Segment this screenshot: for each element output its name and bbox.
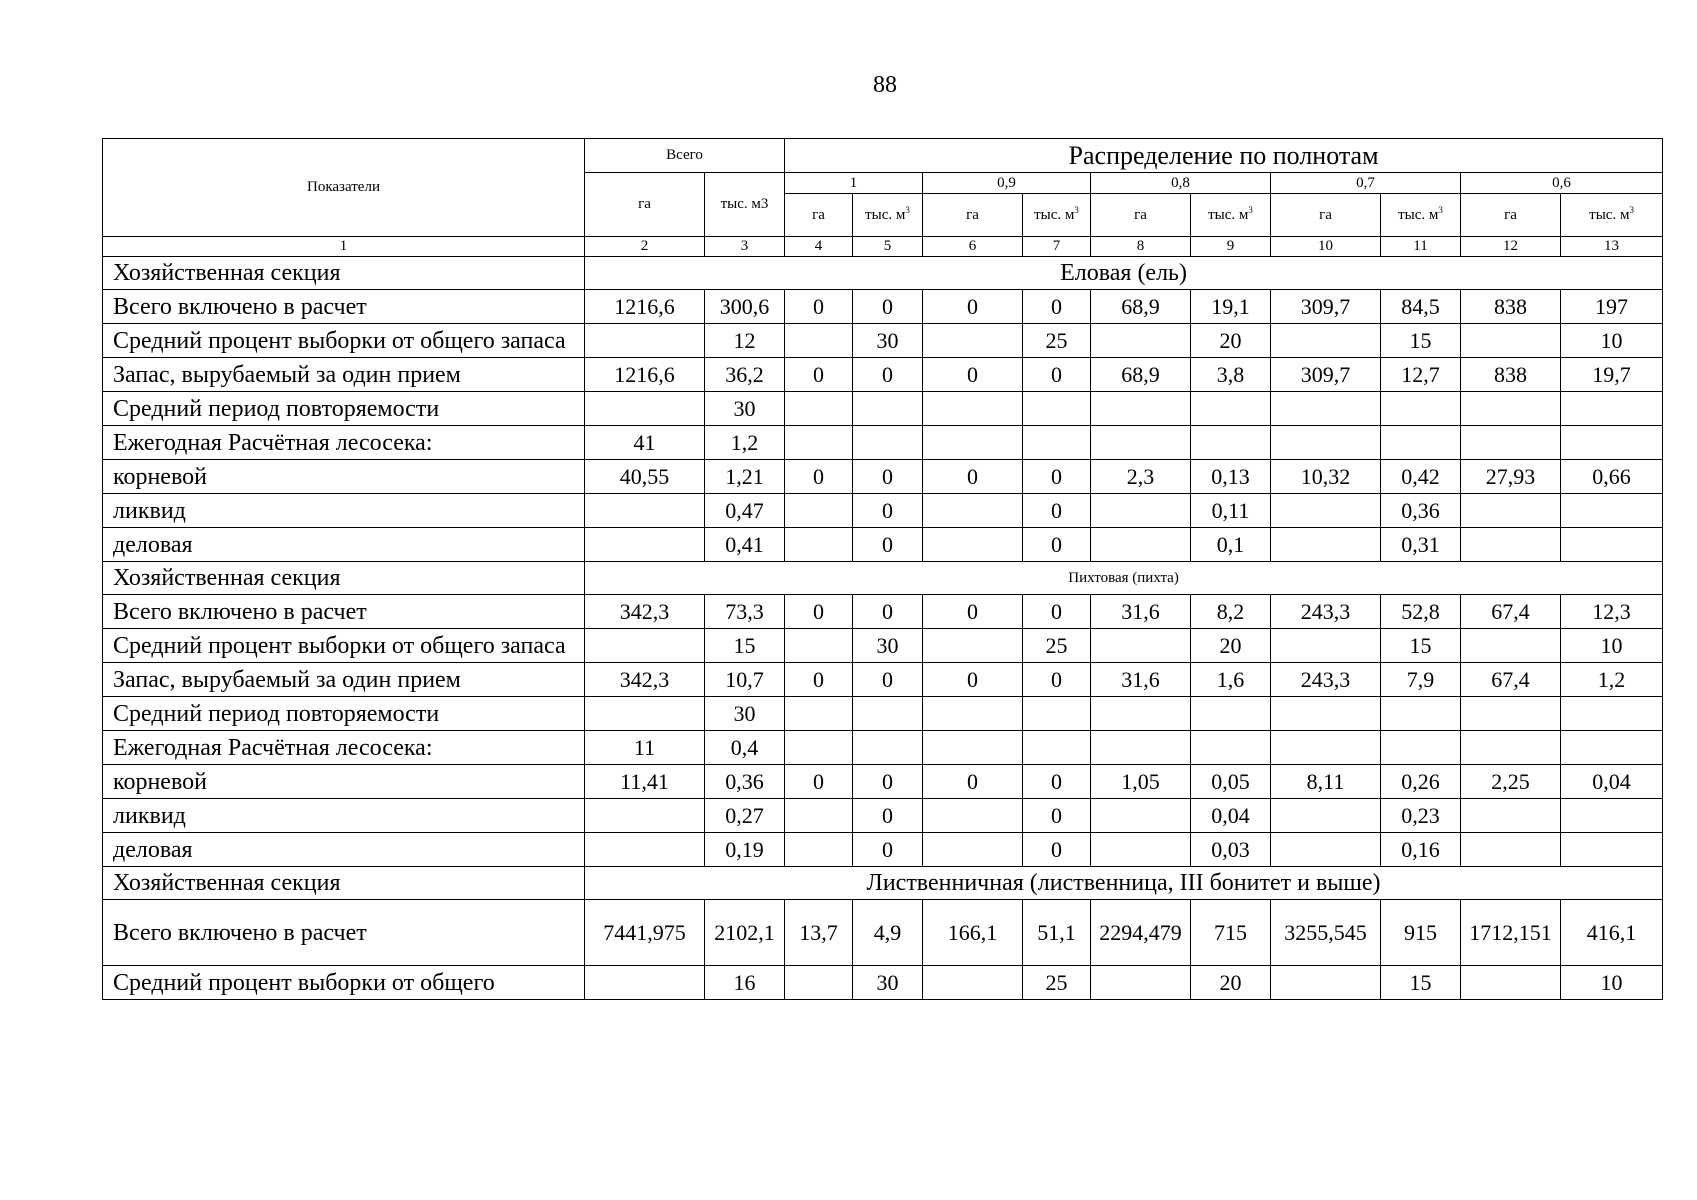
table-cell: 309,7 [1271, 358, 1381, 392]
table-row [103, 324, 1663, 358]
table-cell [1381, 426, 1461, 460]
table-cell: 0,04 [1191, 799, 1271, 833]
table-cell [785, 392, 853, 426]
table-cell: 36,2 [705, 358, 785, 392]
table-cell: 0 [853, 528, 923, 562]
table-row [103, 494, 1663, 528]
table-row [103, 663, 1663, 697]
table-cell: 31,6 [1091, 663, 1191, 697]
table-cell: 0,05 [1191, 765, 1271, 799]
column-number: 12 [1461, 237, 1561, 257]
table-cell [1461, 324, 1561, 358]
section-row [103, 562, 1663, 595]
column-number: 2 [585, 237, 705, 257]
table-cell: 0,27 [705, 799, 785, 833]
row-label: корневой [103, 460, 585, 494]
table-cell [585, 494, 705, 528]
table-cell [585, 799, 705, 833]
table-cell [1023, 392, 1091, 426]
table-cell: 0 [785, 765, 853, 799]
table-cell: 12,3 [1561, 595, 1663, 629]
table-row [103, 731, 1663, 765]
table-cell [785, 731, 853, 765]
table-cell [1381, 731, 1461, 765]
table-row [103, 900, 1663, 966]
table-cell: 0,19 [705, 833, 785, 867]
header-indicators: Показатели [103, 139, 585, 237]
table-cell: 10 [1561, 966, 1663, 1000]
table-cell: 10,32 [1271, 460, 1381, 494]
table-cell: 1216,6 [585, 358, 705, 392]
section-name: Пихтовая (пихта) [585, 562, 1663, 595]
table-cell: 0 [1023, 799, 1091, 833]
table-cell [785, 966, 853, 1000]
row-label: Ежегодная Расчётная лесосека: [103, 731, 585, 765]
row-label: ликвид [103, 799, 585, 833]
table-cell [923, 629, 1023, 663]
row-label: деловая [103, 528, 585, 562]
table-cell [785, 697, 853, 731]
table-cell: 1,21 [705, 460, 785, 494]
table-cell: 416,1 [1561, 900, 1663, 966]
table-row [103, 697, 1663, 731]
table-cell [785, 833, 853, 867]
table-cell: 243,3 [1271, 663, 1381, 697]
table-cell: 15 [1381, 324, 1461, 358]
table-cell: 3255,545 [1271, 900, 1381, 966]
table-cell: 838 [1461, 358, 1561, 392]
table-cell [923, 799, 1023, 833]
table-row [103, 833, 1663, 867]
table-cell [585, 324, 705, 358]
section-label: Хозяйственная секция [103, 257, 585, 290]
table-row [103, 595, 1663, 629]
table-cell [585, 966, 705, 1000]
table-cell [923, 324, 1023, 358]
table-cell: 197 [1561, 290, 1663, 324]
table-cell [1191, 697, 1271, 731]
table-cell [1561, 426, 1663, 460]
table-cell: 30 [705, 392, 785, 426]
table-cell: 19,1 [1191, 290, 1271, 324]
table-cell [923, 697, 1023, 731]
table-cell: 2102,1 [705, 900, 785, 966]
row-label: Средний период повторяемости [103, 392, 585, 426]
table-cell [923, 392, 1023, 426]
section-name: Еловая (ель) [585, 257, 1663, 290]
table-cell [853, 426, 923, 460]
table-cell [923, 731, 1023, 765]
table-cell: 11 [585, 731, 705, 765]
table-cell: 0 [923, 595, 1023, 629]
column-number: 4 [785, 237, 853, 257]
table-cell [1271, 833, 1381, 867]
table-cell: 19,7 [1561, 358, 1663, 392]
table-cell [785, 324, 853, 358]
table-cell: 0,23 [1381, 799, 1461, 833]
table-cell [785, 528, 853, 562]
table-cell [1561, 392, 1663, 426]
table-cell [1381, 392, 1461, 426]
table-cell [585, 528, 705, 562]
table-cell: 0 [1023, 460, 1091, 494]
table-cell [853, 697, 923, 731]
table-cell [853, 731, 923, 765]
table-cell: 7441,975 [585, 900, 705, 966]
table-cell: 15 [705, 629, 785, 663]
table-cell [1561, 731, 1663, 765]
table-cell: 0,36 [705, 765, 785, 799]
table-cell [923, 833, 1023, 867]
header-total: Всего [585, 139, 785, 173]
table-row [103, 460, 1663, 494]
allowable-cut-table-wrapper [102, 138, 1663, 1000]
row-label: Запас, вырубаемый за один прием [103, 663, 585, 697]
table-cell [785, 799, 853, 833]
column-number: 7 [1023, 237, 1091, 257]
table-cell [1271, 731, 1381, 765]
table-cell: 15 [1381, 966, 1461, 1000]
table-cell [1191, 426, 1271, 460]
table-cell: 0,4 [705, 731, 785, 765]
table-cell: 0,11 [1191, 494, 1271, 528]
table-cell: 0 [853, 799, 923, 833]
table-cell [585, 629, 705, 663]
table-cell: 30 [853, 966, 923, 1000]
table-cell [1561, 833, 1663, 867]
table-cell: 30 [853, 629, 923, 663]
table-cell: 0,13 [1191, 460, 1271, 494]
table-cell [1091, 426, 1191, 460]
column-number: 13 [1561, 237, 1663, 257]
table-cell [785, 494, 853, 528]
table-cell: 0 [853, 494, 923, 528]
table-cell: 0 [785, 290, 853, 324]
table-cell: 915 [1381, 900, 1461, 966]
column-number: 3 [705, 237, 785, 257]
table-row [103, 966, 1663, 1000]
table-row [103, 765, 1663, 799]
header-d07-unit: тыс. $м^3$ [1381, 194, 1461, 237]
table-cell: 309,7 [1271, 290, 1381, 324]
row-label: деловая [103, 833, 585, 867]
column-number: 5 [853, 237, 923, 257]
table-cell: 1,2 [1561, 663, 1663, 697]
table-cell: 0 [785, 358, 853, 392]
table-cell [1271, 324, 1381, 358]
header-d09-unit: тыс. $м^3$ [1023, 194, 1091, 237]
table-cell: 20 [1191, 324, 1271, 358]
table-cell: 68,9 [1091, 358, 1191, 392]
row-label: корневой [103, 765, 585, 799]
table-cell: 25 [1023, 324, 1091, 358]
table-cell: 1,05 [1091, 765, 1191, 799]
table-cell: 0 [853, 765, 923, 799]
header-distribution: Распределение по полнотам [785, 139, 1663, 173]
table-cell: 243,3 [1271, 595, 1381, 629]
row-label: ликвид [103, 494, 585, 528]
table-cell: 41 [585, 426, 705, 460]
table-cell: 20 [1191, 966, 1271, 1000]
table-cell: 0,47 [705, 494, 785, 528]
table-cell: 15 [1381, 629, 1461, 663]
table-cell [1091, 731, 1191, 765]
table-cell: 40,55 [585, 460, 705, 494]
table-cell [1023, 697, 1091, 731]
table-cell: 2294,479 [1091, 900, 1191, 966]
table-cell [1461, 731, 1561, 765]
column-number: 9 [1191, 237, 1271, 257]
row-label: Средний процент выборки от общего запаса [103, 324, 585, 358]
table-cell: 0,42 [1381, 460, 1461, 494]
table-cell: 12,7 [1381, 358, 1461, 392]
table-cell [1271, 799, 1381, 833]
table-cell: 10 [1561, 324, 1663, 358]
row-label: Средний процент выборки от общего запаса [103, 629, 585, 663]
table-cell [1271, 392, 1381, 426]
table-cell: 838 [1461, 290, 1561, 324]
table-cell [1561, 494, 1663, 528]
header-d1-ha: га [785, 194, 853, 237]
table-cell: 73,3 [705, 595, 785, 629]
table-cell [1271, 494, 1381, 528]
table-cell [1191, 392, 1271, 426]
header-d07-ha: га [1271, 194, 1381, 237]
table-row [103, 290, 1663, 324]
table-cell: 10 [1561, 629, 1663, 663]
table-cell: 10,7 [705, 663, 785, 697]
table-cell [1381, 697, 1461, 731]
table-cell: 0 [853, 663, 923, 697]
table-cell [1461, 697, 1561, 731]
section-row [103, 257, 1663, 290]
section-label: Хозяйственная секция [103, 867, 585, 900]
table-cell [1091, 697, 1191, 731]
header-density-0-8: 0,8 [1091, 173, 1271, 194]
table-cell [1191, 731, 1271, 765]
table-cell: 0,04 [1561, 765, 1663, 799]
table-cell: 51,1 [1023, 900, 1091, 966]
header-density-1: 1 [785, 173, 923, 194]
table-cell [1271, 966, 1381, 1000]
table-cell [1091, 392, 1191, 426]
table-cell [853, 392, 923, 426]
table-cell: 0 [785, 663, 853, 697]
table-cell: 0 [853, 460, 923, 494]
table-cell: 0 [1023, 765, 1091, 799]
table-cell: 52,8 [1381, 595, 1461, 629]
table-cell: 1712,151 [1461, 900, 1561, 966]
table-cell: 0 [1023, 663, 1091, 697]
table-cell [1461, 528, 1561, 562]
table-cell: 0 [1023, 833, 1091, 867]
table-cell: 0 [853, 595, 923, 629]
table-cell: 0 [923, 290, 1023, 324]
table-cell [1091, 528, 1191, 562]
table-cell: 0 [923, 358, 1023, 392]
row-label: Всего включено в расчет [103, 290, 585, 324]
table-cell: 1216,6 [585, 290, 705, 324]
table-cell: 0,36 [1381, 494, 1461, 528]
table-cell [1023, 731, 1091, 765]
section-label: Хозяйственная секция [103, 562, 585, 595]
table-cell [1091, 966, 1191, 1000]
allowable-cut-table [102, 138, 1663, 1000]
table-cell: 0 [923, 460, 1023, 494]
table-cell: 0 [1023, 290, 1091, 324]
table-cell: 0,16 [1381, 833, 1461, 867]
page-number: 88 [873, 72, 897, 98]
table-cell: 30 [705, 697, 785, 731]
table-cell: 1,6 [1191, 663, 1271, 697]
column-number: 8 [1091, 237, 1191, 257]
table-row [103, 528, 1663, 562]
row-label: Средний период повторяемости [103, 697, 585, 731]
table-cell: 0 [1023, 358, 1091, 392]
table-cell [923, 426, 1023, 460]
row-label: Всего включено в расчет [103, 900, 585, 966]
table-cell [1271, 426, 1381, 460]
table-cell [785, 426, 853, 460]
table-cell: 0 [853, 358, 923, 392]
header-d08-ha: га [1091, 194, 1191, 237]
table-cell: 30 [853, 324, 923, 358]
table-cell: 0 [853, 290, 923, 324]
header-d08-unit: тыс. $м^3$ [1191, 194, 1271, 237]
row-label: Ежегодная Расчётная лесосека: [103, 426, 585, 460]
table-cell [1091, 629, 1191, 663]
row-label: Всего включено в расчет [103, 595, 585, 629]
table-cell: 0 [1023, 595, 1091, 629]
table-row [103, 358, 1663, 392]
table-cell: 3,8 [1191, 358, 1271, 392]
table-cell: 166,1 [923, 900, 1023, 966]
table-cell: 67,4 [1461, 663, 1561, 697]
table-cell [923, 528, 1023, 562]
table-cell: 0 [785, 595, 853, 629]
row-label: Средний процент выборки от общего [103, 966, 585, 1000]
row-label: Запас, вырубаемый за один прием [103, 358, 585, 392]
table-cell [1461, 799, 1561, 833]
table-cell [1561, 528, 1663, 562]
table-cell [1091, 833, 1191, 867]
table-cell: 0,03 [1191, 833, 1271, 867]
table-cell [923, 494, 1023, 528]
table-cell [1023, 426, 1091, 460]
table-cell: 0 [1023, 494, 1091, 528]
header-d06-ha: га [1461, 194, 1561, 237]
table-cell [1091, 324, 1191, 358]
section-row [103, 867, 1663, 900]
table-cell: 8,2 [1191, 595, 1271, 629]
table-cell: 1,2 [705, 426, 785, 460]
table-cell: 0 [923, 765, 1023, 799]
table-cell: 342,3 [585, 663, 705, 697]
table-cell: 27,93 [1461, 460, 1561, 494]
table-cell [1271, 528, 1381, 562]
header-total-ha: га [585, 173, 705, 237]
table-cell [1461, 392, 1561, 426]
header-d06-unit: тыс. $м^3$ [1561, 194, 1663, 237]
table-cell [1561, 799, 1663, 833]
table-cell: 11,41 [585, 765, 705, 799]
table-cell [1461, 629, 1561, 663]
column-number: 1 [103, 237, 585, 257]
table-cell [1561, 697, 1663, 731]
header-d1-unit: тыс. $м^3$ [853, 194, 923, 237]
table-cell: 16 [705, 966, 785, 1000]
header-density-0-7: 0,7 [1271, 173, 1461, 194]
table-cell [1271, 697, 1381, 731]
table-cell [1461, 426, 1561, 460]
table-cell [785, 629, 853, 663]
table-cell: 67,4 [1461, 595, 1561, 629]
table-cell: 0,41 [705, 528, 785, 562]
table-cell [585, 392, 705, 426]
table-cell [1271, 629, 1381, 663]
table-cell: 0,66 [1561, 460, 1663, 494]
table-cell: 715 [1191, 900, 1271, 966]
table-cell: 25 [1023, 629, 1091, 663]
table-cell: 8,11 [1271, 765, 1381, 799]
table-cell: 342,3 [585, 595, 705, 629]
table-row [103, 392, 1663, 426]
table-cell: 25 [1023, 966, 1091, 1000]
table-cell [923, 966, 1023, 1000]
table-cell: 0 [853, 833, 923, 867]
header-density-0-9: 0,9 [923, 173, 1091, 194]
table-cell: 4,9 [853, 900, 923, 966]
table-cell [1091, 494, 1191, 528]
table-row [103, 629, 1663, 663]
table-cell: 84,5 [1381, 290, 1461, 324]
header-total-unit: тыс. м3 [705, 173, 785, 237]
table-cell [1461, 966, 1561, 1000]
table-cell: 0 [1023, 528, 1091, 562]
table-cell: 0,31 [1381, 528, 1461, 562]
table-cell: 0,26 [1381, 765, 1461, 799]
table-cell: 68,9 [1091, 290, 1191, 324]
table-row [103, 426, 1663, 460]
column-number: 10 [1271, 237, 1381, 257]
table-cell: 20 [1191, 629, 1271, 663]
table-cell: 31,6 [1091, 595, 1191, 629]
table-cell: 0,1 [1191, 528, 1271, 562]
table-cell [1461, 833, 1561, 867]
column-number: 6 [923, 237, 1023, 257]
table-row [103, 799, 1663, 833]
header-density-0-6: 0,6 [1461, 173, 1663, 194]
header-d09-ha: га [923, 194, 1023, 237]
table-cell [585, 833, 705, 867]
table-cell: 13,7 [785, 900, 853, 966]
table-cell [1091, 799, 1191, 833]
table-cell [1461, 494, 1561, 528]
table-cell [585, 697, 705, 731]
table-cell: 12 [705, 324, 785, 358]
section-name: Лиственничная (лиственница, III бонитет и выше) [585, 867, 1663, 900]
table-cell: 2,25 [1461, 765, 1561, 799]
table-cell: 2,3 [1091, 460, 1191, 494]
table-cell: 0 [923, 663, 1023, 697]
table-cell: 0 [785, 460, 853, 494]
table-cell: 7,9 [1381, 663, 1461, 697]
column-number: 11 [1381, 237, 1461, 257]
table-cell: 300,6 [705, 290, 785, 324]
